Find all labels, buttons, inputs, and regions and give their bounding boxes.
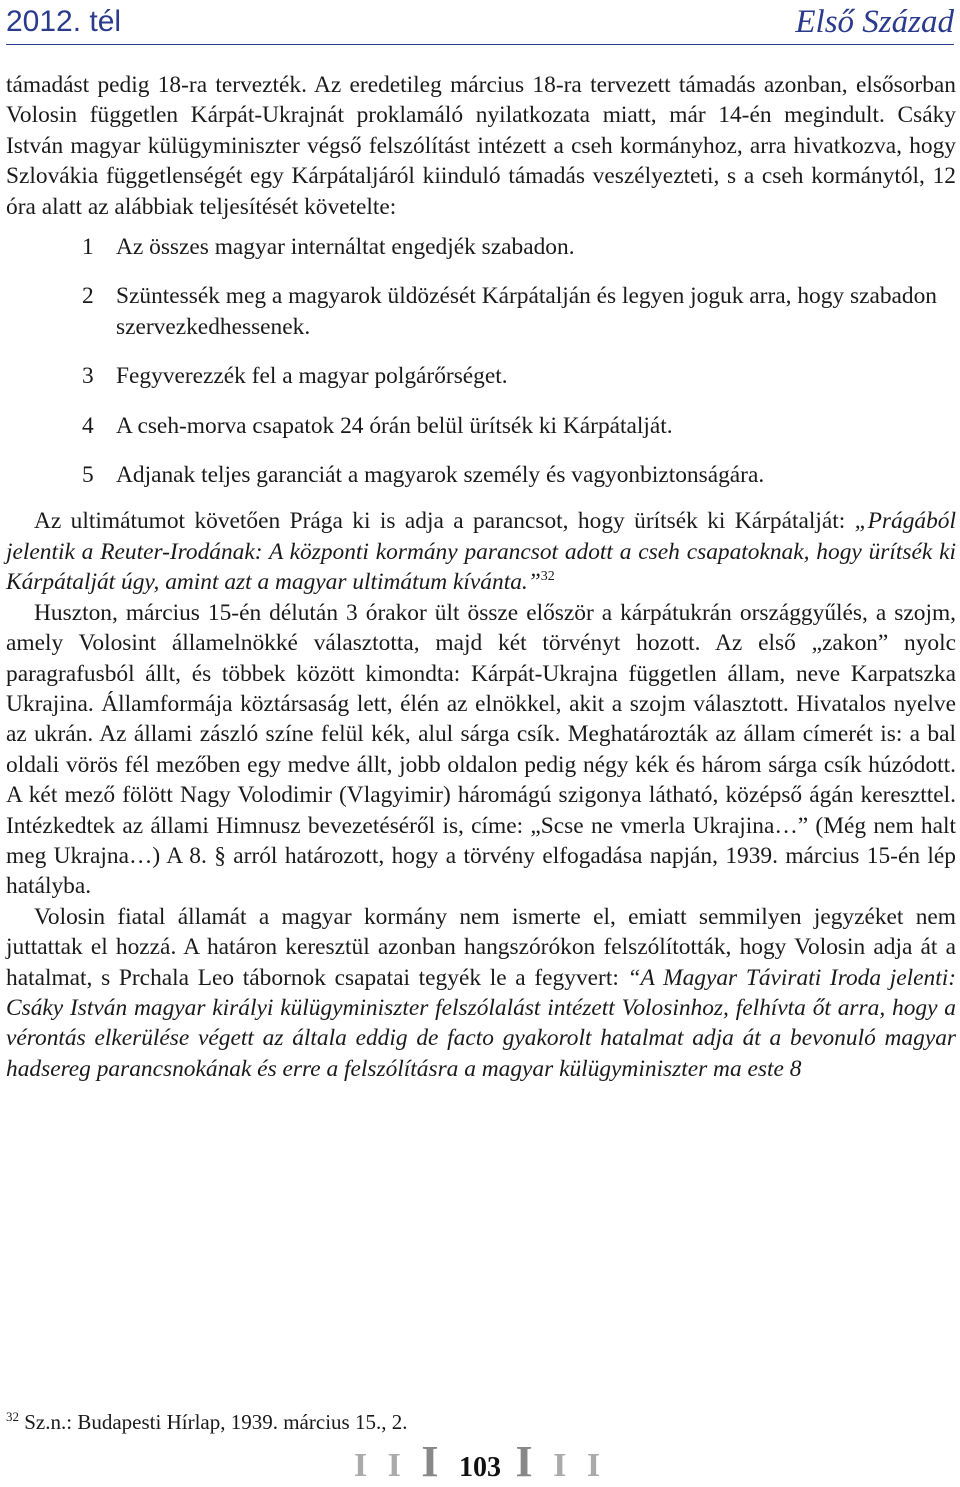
footnote-ref[interactable]: 32 <box>540 569 555 585</box>
list-item-text: Az összes magyar internáltat engedjék szabadon. <box>116 234 575 261</box>
list-item-text: Fegyverezzék fel a magyar polgárőrséget. <box>116 363 508 390</box>
page-number-ornament <box>0 1436 960 1487</box>
article-body <box>6 70 956 1084</box>
list-item <box>6 232 956 262</box>
paragraph-4-lead: Volosin fiatal államát a magyar kormány nem ismerte el, emiatt semmilyen jegyzéket nem juttattak el hozzá. A határon keresztül azonban hangszórókon felszólították, hogy Volosin adja át a hatalmat, s Prchala Leo tábornok csapatai tegyék le a fegyvert: <box>6 903 956 991</box>
demands-list <box>6 232 956 490</box>
list-item-text: A cseh-morva csapatok 24 órán belül ürítsék ki Kárpátalját. <box>116 412 673 439</box>
list-item-text: Szüntessék meg a magyarok üldözését Kárpátalján és legyen joguk arra, hogy szabadon szervezkedhessenek. <box>116 283 937 340</box>
footnote-number: 32 <box>6 1409 19 1424</box>
footnote-text: Sz.n.: Budapesti Hírlap, 1939. március 15., 2. <box>24 1410 408 1434</box>
paragraph-4 <box>6 902 956 1084</box>
list-item-number: 3 <box>82 363 94 390</box>
paragraph-3: Huszton, március 15-én délután 3 órakor ült össze először a kárpátukrán országgyűlés, a szojm, amely Volosint államelnökké választotta, majd két törvényt hozott. Az első „zakon” nyolc paragrafusból állt, és többek között kimondta: Kárpát-Ukrajna független állam, neve Karpatszka Ukrajina. Államformája köztársaság lett, élén az elnökkel, akit a szojm választott. Hivatalos nyelve az ukrán. Az állami zászló színe felül kék, alul sárga csík. Meghatározták az állam címerét is: a bal oldali vörös fél mezőben egy medve állt, jobb oldalon pedig négy kék és három sárga csík húzódott. A két mező fölött Nagy Volodimir (Vlagyimir) háromágú szigonya látható, középső ágán kereszttel. Intézkedtek az állami Himnusz bevezetéséről is, címe: „Scse ne vmerla Ukrajina…” (Még nem halt meg Ukrajna…) A 8. § arról határozott, hogy a törvény elfogadása napján, 1939. március 15-én lép hatályba. <box>6 599 956 900</box>
list-item-number: 5 <box>82 462 94 489</box>
header-journal-title: Első Század <box>795 3 954 40</box>
list-item-number: 4 <box>82 412 94 439</box>
ornament-bar-icon: I <box>515 1437 539 1486</box>
paragraph-2-quote: „Prágából jelentik a Reuter-Irodának: A központi kormány parancsot adott a cseh csapatoknak, hogy ürítsék ki Kárpátalját úgy, amint azt a magyar ultimátum kívánta.” <box>6 508 956 596</box>
ornament-bar-icon: I <box>421 1437 445 1486</box>
list-item <box>6 411 956 441</box>
footnote <box>6 1410 407 1435</box>
ornament-bar-icon: I <box>586 1447 607 1484</box>
paragraph-4-quote: “A Magyar Távirati Iroda jelenti: Csáky István magyar királyi külügyminiszter felszólalást intézett Volosinhoz, felhívta őt arra, hogy a vérontás elkerülése végett az általa eddig de facto gyakorolt hatalmat adja át a bevonuló magyar hadsereg parancsnokának és erre a felszólításra a magyar külügyminiszter ma este 8 <box>6 964 956 1082</box>
paragraph-2 <box>6 506 956 597</box>
list-item-number: 2 <box>82 283 94 310</box>
list-item <box>6 460 956 490</box>
ornament-bar-icon: I <box>387 1447 407 1484</box>
ornament-bar-icon: I <box>553 1447 573 1484</box>
page-number: 103 <box>459 1452 501 1483</box>
ornament-bar-icon: I <box>353 1447 374 1484</box>
paragraph-1: támadást pedig 18-ra tervezték. Az eredetileg március 18-ra tervezett támadás azonban, elsősorban Volosin független Kárpát-Ukrajnát proklamáló nyilatkozata miatt, már 14-én megindult. Csáky István magyar külügyminiszter végső felszólítást intézett a cseh kormányhoz, arra hivatkozva, hogy Szlovákia függetlenségét egy Kárpátaljáról kiinduló támadás veszélyezteti, s a cseh kormánytól, 12 óra alatt az alábbiak teljesítését követelte: <box>6 72 956 220</box>
header-issue: 2012. tél <box>6 5 122 38</box>
paragraph-2-lead: Az ultimátumot követően Prága ki is adja a parancsot, hogy ürítsék ki Kárpátalját: <box>34 508 855 535</box>
list-item <box>6 281 956 342</box>
list-item-text: Adjanak teljes garanciát a magyarok személy és vagyonbiztonságára. <box>116 462 765 489</box>
list-item <box>6 361 956 391</box>
list-item-number: 1 <box>82 234 94 261</box>
running-header <box>6 0 954 45</box>
